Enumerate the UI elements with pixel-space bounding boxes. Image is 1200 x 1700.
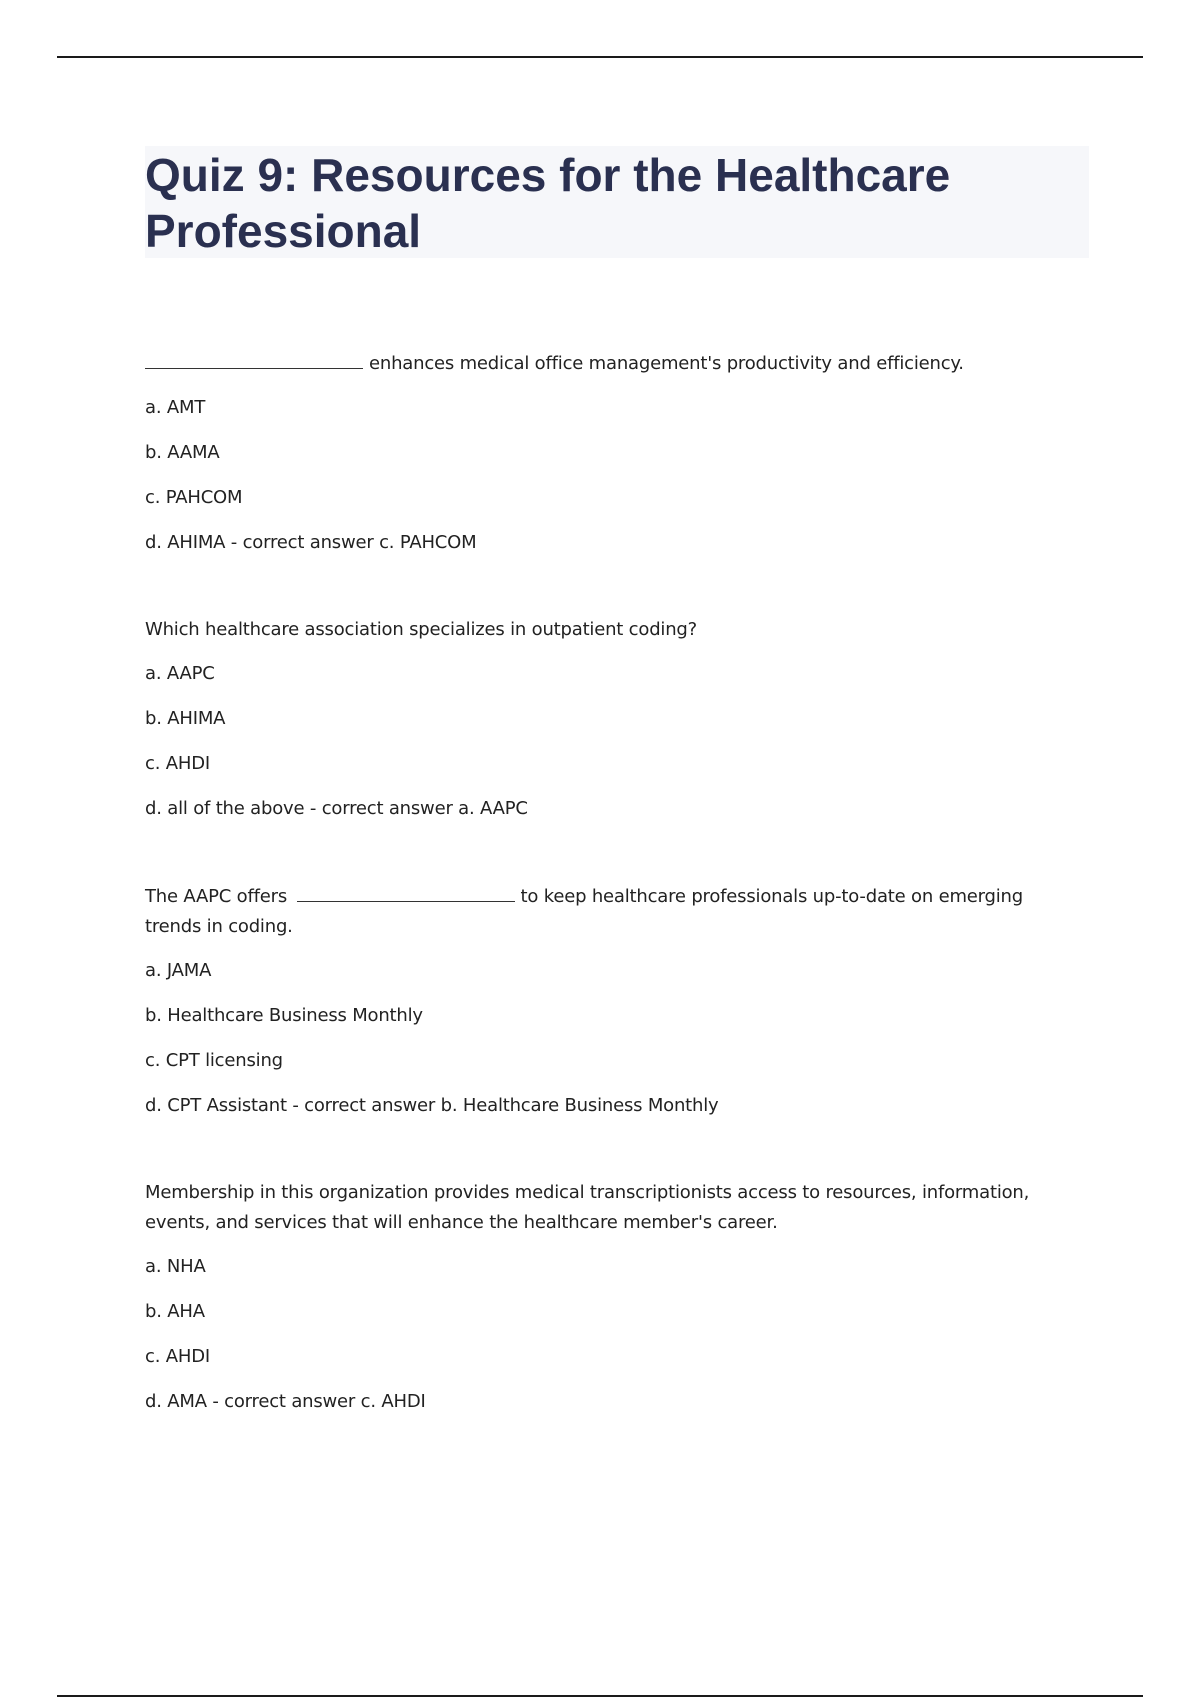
option-list bbox=[145, 1252, 1065, 1417]
question-3 bbox=[145, 881, 1065, 1121]
option-a: a. JAMA bbox=[145, 960, 212, 981]
option-d-with-answer: d. CPT Assistant - correct answer b. Healthcare Business Monthly bbox=[145, 1095, 719, 1116]
option-c: c. PAHCOM bbox=[145, 487, 243, 508]
bottom-rule bbox=[57, 1695, 1143, 1697]
page-title: Quiz 9: Resources for the Healthcare Professional bbox=[145, 149, 951, 257]
question-stem: Which healthcare association specializes in outpatient coding? bbox=[145, 619, 698, 640]
option-b: b. AAMA bbox=[145, 442, 220, 463]
option-c: c. CPT licensing bbox=[145, 1050, 283, 1071]
question-stem bbox=[145, 881, 1065, 942]
option-a: a. AMT bbox=[145, 397, 206, 418]
fill-in-blank bbox=[297, 881, 515, 902]
option-b: b. AHIMA bbox=[145, 708, 226, 729]
option-a: a. NHA bbox=[145, 1256, 206, 1277]
option-d-with-answer: d. AMA - correct answer c. AHDI bbox=[145, 1391, 426, 1412]
fill-in-blank bbox=[145, 348, 363, 369]
question-list bbox=[145, 348, 1065, 1474]
option-b: b. Healthcare Business Monthly bbox=[145, 1005, 423, 1026]
option-a: a. AAPC bbox=[145, 663, 215, 684]
option-c: c. AHDI bbox=[145, 1346, 210, 1367]
option-d-with-answer: d. AHIMA - correct answer c. PAHCOM bbox=[145, 532, 477, 553]
top-rule bbox=[57, 56, 1143, 58]
question-stem: Membership in this organization provides medical transcriptionists access to resources, information, events, and services that will enhance the healthcare member's career. bbox=[145, 1182, 1030, 1233]
question-1 bbox=[145, 348, 1065, 558]
option-list bbox=[145, 659, 1065, 824]
stem-text-after: to keep healthcare professionals up-to-date on emerging trends in coding. bbox=[145, 886, 1023, 937]
question-4 bbox=[145, 1178, 1065, 1417]
stem-text-before: The AAPC offers bbox=[145, 886, 288, 907]
option-b: b. AHA bbox=[145, 1301, 205, 1322]
title-banner bbox=[145, 146, 1089, 258]
option-d-with-answer: d. all of the above - correct answer a. AAPC bbox=[145, 798, 528, 819]
option-list bbox=[145, 956, 1065, 1121]
stem-text-after: enhances medical office management's productivity and efficiency. bbox=[369, 353, 964, 374]
question-2 bbox=[145, 615, 1065, 824]
option-c: c. AHDI bbox=[145, 753, 210, 774]
question-stem bbox=[145, 348, 1065, 379]
option-list bbox=[145, 393, 1065, 558]
